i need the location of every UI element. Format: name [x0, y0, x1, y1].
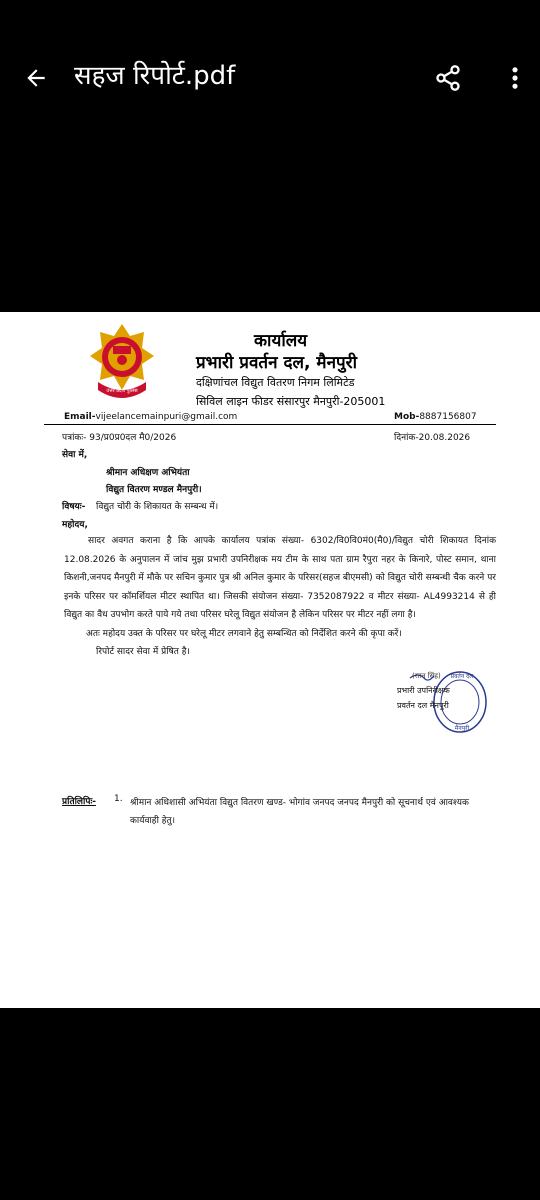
- office-name: प्रभारी प्रवर्तन दल, मैनपुरी: [196, 353, 358, 373]
- svg-text:उत्तर प्रदेश पुलिस: उत्तर प्रदेश पुलिस: [106, 388, 138, 394]
- mobile-value: 8887156807: [419, 412, 477, 422]
- share-button[interactable]: [434, 64, 462, 92]
- arrow-left-icon: [23, 65, 49, 91]
- svg-text:मैनपुरी: मैनपुरी: [454, 725, 470, 732]
- office-heading: कार्यालय: [254, 331, 308, 351]
- signatory-designation: प्रभारी उपनिरीक्षक: [397, 686, 450, 695]
- letter-body: [64, 532, 496, 662]
- copy-to-number: 1.: [114, 794, 123, 804]
- letter-document: [0, 312, 540, 1008]
- copy-to-text: श्रीमान अधिशासी अभियंता विद्युत वितरण खण्ड- भोगांव जनपद जनपद मैनपुरी को सूचनार्थ एवं आवश्यक कार्यवाही हेतु।: [130, 798, 469, 826]
- subject-text: विद्युत चोरी के शिकायत के सम्बन्ध में।: [96, 502, 219, 512]
- body-paragraph-3: रिपोर्ट सादर सेवा में प्रेषित है।: [96, 647, 190, 657]
- subject-label: विषयः-: [62, 502, 86, 512]
- reference-number: पत्रांकः- 93/प्र0प्र0दल मै0/2026: [62, 433, 177, 443]
- body-paragraph-2: अतः महोदय उक्त के परिसर पर घरेलू मीटर लगवाने हेतु सम्बन्धित को निर्देशित करने की कृपा करें।: [86, 628, 402, 639]
- organization-name: दक्षिणांचल विद्युत वितरण निगम लिमिटेड: [196, 376, 355, 389]
- back-button[interactable]: [20, 62, 52, 94]
- up-police-emblem-icon: [86, 320, 158, 402]
- recipient-line-2: विद्युत वितरण मण्डल मैनपुरी।: [106, 485, 202, 495]
- svg-text:प्रवर्तन दल: प्रवर्तन दल: [450, 673, 474, 680]
- greeting: महोदय,: [62, 520, 88, 530]
- header-divider: [44, 424, 496, 425]
- more-options-button[interactable]: [508, 64, 522, 92]
- top-app-bar: [0, 0, 540, 160]
- pdf-page[interactable]: [0, 312, 540, 1008]
- copy-to-label: प्रतिलिपिः-: [62, 797, 97, 807]
- share-icon: [434, 64, 462, 92]
- email-value: vijeelancemainpuri@gmail.com: [95, 412, 238, 422]
- document-title: सहज रिपोर्ट.pdf: [74, 61, 236, 91]
- mobile-line: Mob-8887156807: [394, 412, 477, 422]
- letter-date: दिनांक-20.08.2026: [394, 433, 471, 443]
- office-address: सिविल लाइन फीडर संसारपुर मैनपुरी-205001: [196, 395, 386, 408]
- salutation: सेवा में,: [62, 450, 88, 460]
- signatory-name: (रतन सिंह): [412, 672, 441, 680]
- email-line: Email-vijeelancemainpuri@gmail.com: [64, 412, 238, 422]
- recipient-line-1: श्रीमान अधिक्षण अभियंता: [106, 468, 190, 478]
- more-vert-icon: [508, 64, 522, 92]
- body-paragraph-1: सादर अवगत कराना है कि आपके कार्यालय पत्रांक संख्या- 6302/वि0वि0मं0(मै0)/विद्युत चोरी शिकायत दिनांक 12.08.2026 के अनुपालन में जांच मुझ प्रभारी उपनिरीक्षक मय टीम के साथ पता ग्राम रैपुरा नहर के किनारे, पोस्ट समान, थाना किशनी,जनपद मैनपुरी में मौके पर सचिन कुमार पुत्र श्री अनिल कुमार के परिसर(सहज बीएमसी) को विद्युत चोरी सम्बन्धी चैक करने पर इनके परिसर पर कॉमर्शियल मीटर स्थापित था। जिसकी संयोजन संख्या- 7352087922 व मीटर संख्या- AL4993214 से ही विद्युत का वैध उपभोग करते पाये गये तथा परिसर घरेलू विद्युत संयोजन है लेकिन परिसर पर मीटर नहीं लगा है।: [64, 536, 496, 620]
- signatory-office: प्रवर्तन दल मैनपुरी: [397, 701, 449, 710]
